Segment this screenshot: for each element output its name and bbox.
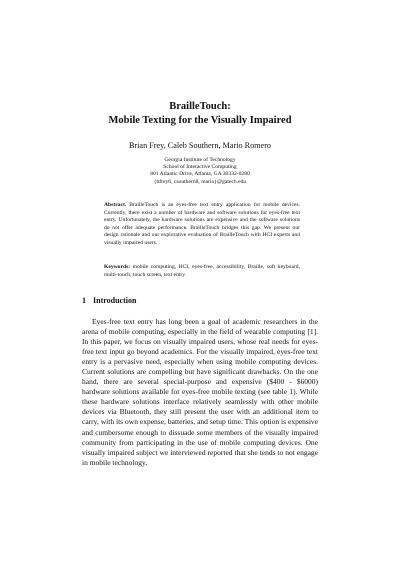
abstract-label: Abstract.	[104, 202, 127, 208]
affiliation-address: 801 Atlantic Drive, Atlanta, GA 30332-0280	[150, 171, 250, 178]
keywords-label: Keywords:	[104, 264, 131, 270]
affiliation-school: School of Interactive Computing	[163, 164, 237, 171]
abstract	[104, 202, 300, 248]
section-number: 1	[82, 296, 86, 305]
abstract-text: BrailleTouch is an eyes-free text entry application for mobile devices. Currently, there exist a number of hardware and software solutions for eyes-free text entry. Unfortunately, the hardware solutions are expensive and the software solutions do not offer adequate performance. BrailleTouch bridges this gap. We present our design rationale and our explorative evaluation of BrailleTouch with HCI experts and visually impaired users.	[104, 202, 300, 246]
keywords-text: mobile computing, HCI, eyes-free, accessibility, Braille, soft keyboard, multi-touch, touch screen, text entry.	[104, 264, 300, 278]
affiliation-block	[0, 157, 400, 186]
affiliation-institute: Georgia Institute of Technology	[164, 157, 236, 163]
paper-title	[0, 100, 400, 128]
title-line-2: Mobile Texting for the Visually Impaired	[108, 115, 292, 126]
affiliation-email: {bfrey6, csouthern8, mario}@gatech.edu	[153, 178, 247, 185]
intro-paragraph: Eyes-free text entry has long been a goal of academic researchers in the arena of mobile computing, especially in the field of wearable computing [1]. In this paper, we focus on visually impaired users, whose real needs for eyes-free text input go beyond academics. For the visually impaired, eyes-free text entry is a pervasive need, especially when using mobile computing devices. Current solutions are compelling but have significant drawbacks. On the one hand, there are several special-purpose and expensive ($400 - $6000) hardware solutions available for eyes-free mobile texting (see table 1). While these hardware solutions interface relatively seamlessly with other mobile devices via Bluetooth, they still present the user with an additional item to carry, with its own expense, batteries, and setup time. This option is expensive and cumbersome enough to dissuade some members of the visually impaired community from participating in the use of mobile computing devices. One visually impaired subject we interviewed reported that she tends to not engage in mobile technology,	[82, 317, 318, 467]
keywords	[104, 264, 300, 279]
section-heading-introduction	[82, 296, 136, 305]
author-list: Brian Frey, Caleb Southern, Mario Romero	[128, 141, 272, 150]
section-title: Introduction	[93, 296, 137, 305]
title-line-1: BrailleTouch:	[169, 101, 231, 112]
